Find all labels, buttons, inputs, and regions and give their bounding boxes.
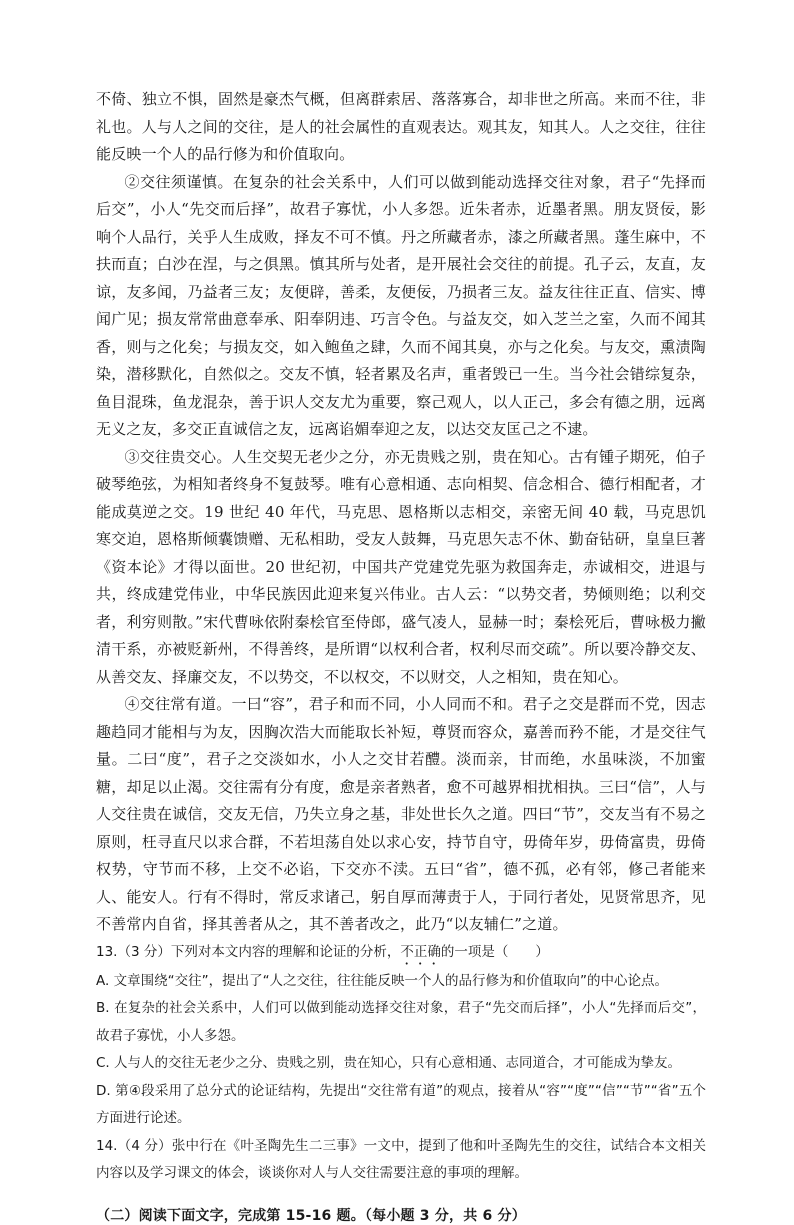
passage [96,86,706,939]
paragraph-2: ②交往须谨慎。在复杂的社会关系中，人们可以做到能动选择交往对象，君子“先择而后交”，小人“先交而后择”，故君子寡忧，小人多怨。近朱者赤，近墨者黑。朋友贤佞，影响个人品行，关乎人生成败，择友不可不慎。丹之所藏者赤，漆之所藏者黑。蓬生麻中，不扶而直；白沙在涅，与之俱黑。慎其所与处者，是开展社会交往的前提。孔子云，友直，友谅，友多闻，乃益者三友；友便辟，善柔，友便佞，乃损者三友。益友往往正直、信实、博闻广见；损友常常曲意奉承、阳奉阴违、巧言令色。与益友交，如入芝兰之室，久而不闻其香，则与之化矣；与损友交，如入鲍鱼之肆，久而不闻其臭，亦与之化矣。与友交，熏渍陶染，潜移默化，自然似之。交友不慎，轻者累及名声，重者毁已一生。当今社会错综复杂，鱼目混珠，鱼龙混杂，善于识人交友尤为重要，察己观人，以人正己，多会有德之朋，远离无义之友，多交正直诚信之友，远离谄媚奉迎之友，以达交友匡己之不逮。 [96,172,706,438]
document-page [96,86,706,1225]
question-13-stem-end: 的一项是（ ） [440,943,549,960]
option-d: D. 第④段采用了总分式的论证结构，先提出“交往常有道”的观点，接着从“容”“度”“信”“节”“省”五个方面进行论述。 [96,1082,706,1126]
question-13 [96,939,706,1133]
question-13-stem [96,939,706,968]
question-14: 14.（4 分）张中行在《叶圣陶先生二三事》一文中，提到了他和叶圣陶先生的交往，试结合本文相关内容以及学习课文的体会，谈谈你对人与人交往需要注意的事项的理解。 [96,1137,706,1181]
option-b: B. 在复杂的社会关系中，人们可以做到能动选择交往对象，君子“先交而后择”，小人“先择而后交”，故君子寡忧，小人多怨。 [96,1000,706,1044]
paragraph-4: ④交往常有道。一曰“容”，君子和而不同，小人同而不和。君子之交是群而不党，因志趣趋同才能相与为友，因胸次浩大而能取长补短，尊贤而容众，嘉善而矜不能，才是交往气量。二曰“度”，君子之交淡如水，小人之交甘若醴。淡而亲，甘而绝，水虽味淡，不加蜜糖，却足以止渴。交往需有分有度，愈是亲者熟者，愈不可越界相扰相执。三曰“信”，人与人交往贵在诚信，交友无信，乃失立身之基，非处世长久之道。四曰“节”，交友当有不易之原则，枉寻直尺以求合群，不若坦荡自处以求心安，持节自守，毋倚年岁，毋倚富贵，毋倚权势，守节而不移，上交不必谄，下交亦不渎。五曰“省”，德不孤，必有邻，修己者能来人、能安人。行有不得时，常反求诸己，躬自厚而薄责于人，于同行者处，见贤常思齐，见不善常内自省，择其善者从之，其不善者改之，此乃“以友辅仁”之道。 [96,695,706,933]
option-a: A. 文章围绕“交往”，提出了“人之交往，往往能反映一个人的品行修为和价值取向”的中心论点。 [96,972,669,989]
question-13-stem-text: 13.（3 分）下列对本文内容的理解和论证的分析， [96,943,401,960]
paragraph-3: ③交往贵交心。人生交契无老少之分，亦无贵贱之别，贵在知心。古有锺子期死，伯子破琴绝弦，为相知者终身不复鼓琴。唯有心意相通、志向相契、信念相合、德行相配者，才能成莫逆之交。19 世纪 40 年代，马克思、恩格斯以志相交，亲密无间 40 载，马克思饥寒交迫，恩格斯倾囊馈赠、无私相助，受友人鼓舞，马克思矢志不休、勤奋钻研，皇皇巨著《资本论》才得以面世。20 世纪初，中国共产党建党先驱为救国奔走，赤诚相交，进退与共，终成建党伟业，中华民族因此迎来复兴伟业。古人云：“以势交者，势倾则绝；以利交者，利穷则散。”宋代曹咏依附秦桧官至侍郎，盛气凌人，显赫一时；秦桧死后，曹咏极力撇清干系，亦被贬新州，不得善终，是所谓“以权利合者，权利尽而交疏”。所以要冷静交友、从善交友、择廉交友，不以势交，不以权交，不以财交，人之相知，贵在知心。 [96,447,706,686]
option-c: C. 人与人的交往无老少之分、贵贱之别，贵在知心，只有心意相通、志同道合，才可能成为挚友。 [96,1055,682,1071]
paragraph-1: 不倚、独立不惧，固然是豪杰气概，但离群索居、落落寡合，却非世之所高。来而不往，非礼也。人与人之间的交往，是人的社会属性的直观表达。观其友，知其人。人之交往，往往能反映一个人的品行修为和价值取向。 [96,90,706,163]
section-heading: （二）阅读下面文字，完成第 15-16 题。（每小题 3 分，共 6 分） [96,1207,526,1224]
question-13-emphasis: 不正确 [400,943,441,960]
